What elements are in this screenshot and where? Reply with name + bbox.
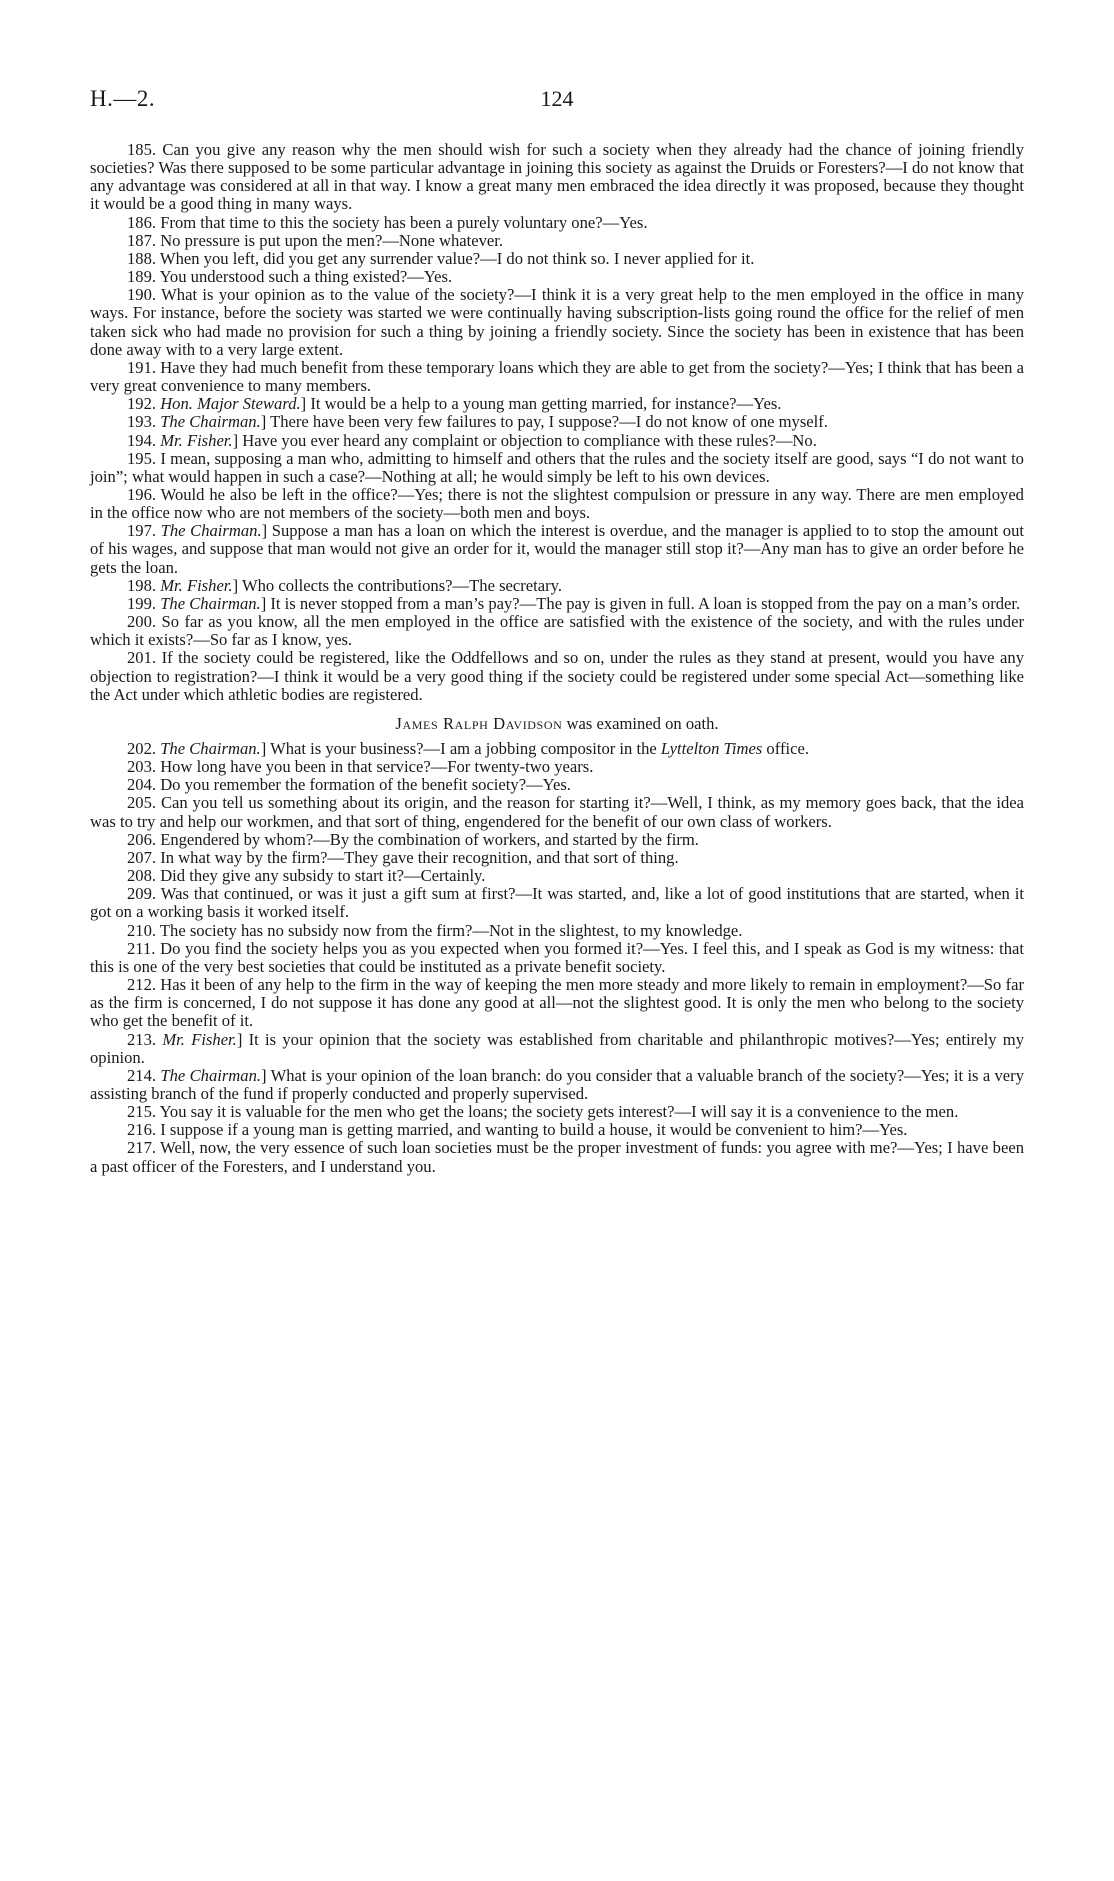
speaker-name: The Chairman.: [160, 593, 261, 613]
question-paragraph: [90, 432, 1024, 450]
question-number: 211.: [127, 938, 156, 958]
question-paragraph: [90, 776, 1024, 794]
question-paragraph: [90, 649, 1024, 703]
question-paragraph: [90, 831, 1024, 849]
paragraph-text: Have they had much benefit from these temporary loans which they are able to get from the society?—Yes; I think that has been a very great convenience to many members.: [90, 357, 1024, 396]
question-number: 199.: [127, 593, 157, 613]
paragraph-text: ] Who collects the contributions?—The secretary.: [232, 575, 563, 595]
paragraph-text: Can you give any reason why the men should wish for such a society when they already had the chance of joining friendly societies? Was there supposed to be some particular advantage in joining this society as against the Druids or Foresters?—I do not know that any advantage was considered at all in that way. I know a great many men embraced the idea directly it was proposed, because they thought it would be a good thing in many ways.: [90, 140, 1024, 214]
paragraph-text: ] It would be a help to a young man getting married, for instance?—Yes.: [300, 394, 782, 414]
question-paragraph: [90, 1103, 1024, 1121]
question-number: 196.: [127, 484, 157, 504]
question-number: 186.: [127, 212, 157, 232]
question-paragraph: [90, 976, 1024, 1030]
question-paragraph: [90, 885, 1024, 921]
question-number: 200.: [127, 612, 157, 632]
question-number: 217.: [127, 1138, 157, 1158]
paragraph-text: Well, now, the very essence of such loan societies must be the proper investment of funds: you agree with me?—Yes; I have been a past officer of the Foresters, and I understand you.: [90, 1138, 1024, 1176]
question-number: 190.: [127, 285, 157, 305]
paragraph-text: The society has no subsidy now from the firm?—Not in the slightest, to my knowledge.: [159, 920, 743, 940]
paragraph-text: I suppose if a young man is getting married, and wanting to build a house, it would be convenient to him?—Yes.: [160, 1120, 908, 1140]
paragraph-text: From that time to this the society has been a purely voluntary one?—Yes.: [160, 212, 648, 232]
speaker-name: The Chairman.: [160, 521, 262, 541]
paragraph-text: Was that continued, or was it just a gift sum at first?—It was started, and, like a lot of good institutions that are started, when it got on a working basis it worked itself.: [90, 884, 1024, 922]
question-paragraph: [90, 922, 1024, 940]
witness-heading: [90, 715, 1024, 733]
question-number: 189.: [127, 267, 157, 287]
speaker-name: The Chairman.: [160, 1065, 262, 1085]
paragraph-text: Can you tell us something about its origin, and the reason for starting it?—Well, I think, as my memory goes back, that the idea was to try and help our workmen, and that sort of thing, engendered for the benefit of our own class of workers.: [90, 793, 1024, 831]
question-number: 201.: [127, 648, 157, 668]
paragraph-text: Has it been of any help to the firm in the way of keeping the men more steady and more likely to remain in employment?—So far as the firm is concerned, I do not suppose it has done any good at all—not the slightest good. It is only the men who belong to the society who get the benefit of it.: [90, 975, 1024, 1031]
witness-heading-text: was examined on oath.: [562, 713, 719, 733]
question-paragraph: [90, 1121, 1024, 1139]
question-paragraph: [90, 613, 1024, 649]
question-number: 202.: [127, 739, 157, 758]
question-number: 198.: [127, 575, 157, 595]
question-paragraph: [90, 232, 1024, 250]
question-number: 185.: [127, 140, 157, 159]
speaker-name: The Chairman.: [160, 412, 261, 432]
question-paragraph: [90, 1139, 1024, 1175]
paragraph-text: ] There have been very few failures to pay, I suppose?—I do not know of one myself.: [260, 412, 828, 432]
question-paragraph: [90, 522, 1024, 576]
question-number: 203.: [127, 757, 157, 777]
page-header: [90, 86, 1024, 116]
question-number: 206.: [127, 829, 157, 849]
question-number: 208.: [127, 866, 157, 886]
question-number: 214.: [127, 1065, 157, 1085]
question-number: 192.: [127, 394, 157, 414]
question-number: 195.: [127, 448, 157, 468]
question-paragraph: [90, 413, 1024, 431]
question-paragraph: [90, 794, 1024, 830]
question-paragraph: [90, 486, 1024, 522]
paragraph-text: office.: [762, 739, 809, 758]
paragraph-text: Engendered by whom?—By the combination of workers, and started by the firm.: [160, 829, 699, 849]
paragraph-text: How long have you been in that service?—For twenty-two years.: [160, 757, 594, 777]
question-paragraph: [90, 740, 1024, 758]
paragraph-text: You understood such a thing existed?—Yes.: [159, 267, 453, 287]
question-number: 187.: [127, 230, 157, 250]
question-number: 191.: [127, 357, 157, 377]
question-paragraph: [90, 286, 1024, 359]
question-number: 193.: [127, 412, 157, 432]
question-number: 194.: [127, 430, 157, 450]
speaker-name: Mr. Fisher.: [160, 430, 233, 450]
paragraph-text: ] Have you ever heard any complaint or objection to compliance with these rules?—No.: [232, 430, 817, 450]
question-number: 216.: [127, 1120, 157, 1140]
question-number: 205.: [127, 793, 157, 813]
document-body: [90, 141, 1024, 1176]
question-paragraph: [90, 395, 1024, 413]
question-number: 209.: [127, 884, 157, 904]
paragraph-text: Do you remember the formation of the benefit society?—Yes.: [160, 775, 571, 795]
speaker-name: Mr. Fisher.: [162, 1029, 237, 1049]
question-paragraph: [90, 849, 1024, 867]
speaker-name: Hon. Major Steward.: [160, 394, 301, 414]
paragraph-text: In what way by the firm?—They gave their recognition, and that sort of thing.: [160, 847, 679, 867]
paragraph-text: ] Suppose a man has a loan on which the interest is overdue, and the manager is applied to to stop the amount out of his wages, and suppose that man would not give an order for it, would the manager still stop it?—Any man has to give an order before he gets the loan.: [90, 521, 1025, 577]
document-reference: H.—2.: [90, 86, 156, 111]
question-paragraph: [90, 250, 1024, 268]
paragraph-text: ] What is your business?—I am a jobbing compositor in the: [260, 739, 661, 758]
question-number: 210.: [127, 920, 157, 940]
page-number: 124: [540, 86, 574, 111]
paragraph-text: Do you find the society helps you as you expected when you formed it?—Yes. I feel this, and I speak as God is my witness: that this is one of the very best societies that could be instituted as a private benefit society.: [90, 938, 1024, 976]
question-number: 207.: [127, 847, 157, 867]
question-paragraph: [90, 1031, 1024, 1067]
question-paragraph: [90, 450, 1024, 486]
paragraph-text: ] What is your opinion of the loan branch: do you consider that a valuable branch of the society?—Yes; it is a very assisting branch of the fund if properly conducted and properly supervised.: [90, 1065, 1024, 1103]
paragraph-text: When you left, did you get any surrender value?—I do not think so. I never applied for it.: [159, 248, 755, 268]
question-paragraph: [90, 595, 1024, 613]
question-paragraph: [90, 867, 1024, 885]
paragraph-text: So far as you know, all the men employed in the office are satisfied with the existence of the society, and with the rules under which it exists?—So far as I know, yes.: [90, 612, 1024, 650]
witness-name: James Ralph Davidson: [395, 713, 563, 733]
question-paragraph: [90, 577, 1024, 595]
paragraph-text: Did they give any subsidy to start it?—Certainly.: [160, 866, 486, 886]
question-number: 213.: [127, 1029, 157, 1049]
question-paragraph: [90, 1067, 1024, 1103]
speaker-name: Mr. Fisher.: [160, 575, 233, 595]
question-paragraph: [90, 141, 1024, 214]
paragraph-text: ] It is your opinion that the society was established from charitable and philanthropic motives?—Yes; entirely my opinion.: [90, 1029, 1024, 1067]
question-number: 212.: [127, 975, 157, 995]
question-paragraph: [90, 758, 1024, 776]
paragraph-text: ] It is never stopped from a man’s pay?—The pay is given in full. A loan is stopped from the pay on a man’s order.: [260, 593, 1021, 613]
paragraph-text: I mean, supposing a man who, admitting to himself and others that the rules and the society itself are good, says “I do not want to join”; what would happen in such a case?—Nothing at all; he would simply be left to his own devices.: [90, 448, 1024, 486]
paragraph-text: No pressure is put upon the men?—None whatever.: [160, 230, 504, 250]
question-number: 204.: [127, 775, 157, 795]
question-number: 197.: [127, 521, 157, 541]
question-paragraph: [90, 268, 1024, 286]
question-paragraph: [90, 940, 1024, 976]
speaker-name: The Chairman.: [160, 739, 261, 758]
question-number: 188.: [127, 248, 157, 268]
question-number: 215.: [127, 1102, 157, 1122]
speaker-name: Lyttelton Times: [660, 739, 763, 758]
paragraph-text: Would he also be left in the office?—Yes; there is not the slightest compulsion or pressure in any way. There are men employed in the office now who are not members of the society—both men and boys.: [90, 484, 1024, 523]
paragraph-text: If the society could be registered, like the Oddfellows and so on, under the rules as they stand at present, would you have any objection to registration?—I think it would be a very good thing if the society could be registered under some special Act—something like the Act under which athletic bodies are registered.: [90, 648, 1024, 704]
question-paragraph: [90, 214, 1024, 232]
paragraph-text: What is your opinion as to the value of the society?—I think it is a very great help to the men employed in the office in many ways. For instance, before the society was started we were continually having subscription-lists going round the office for the relief of men taken sick who had made no provision for such a thing by joining a friendly society. Since the society has been in existence that has been done away with to a very large extent.: [90, 285, 1024, 359]
question-paragraph: [90, 359, 1024, 395]
paragraph-text: You say it is valuable for the men who get the loans; the society gets interest?—I will say it is a convenience to the men.: [159, 1102, 959, 1122]
